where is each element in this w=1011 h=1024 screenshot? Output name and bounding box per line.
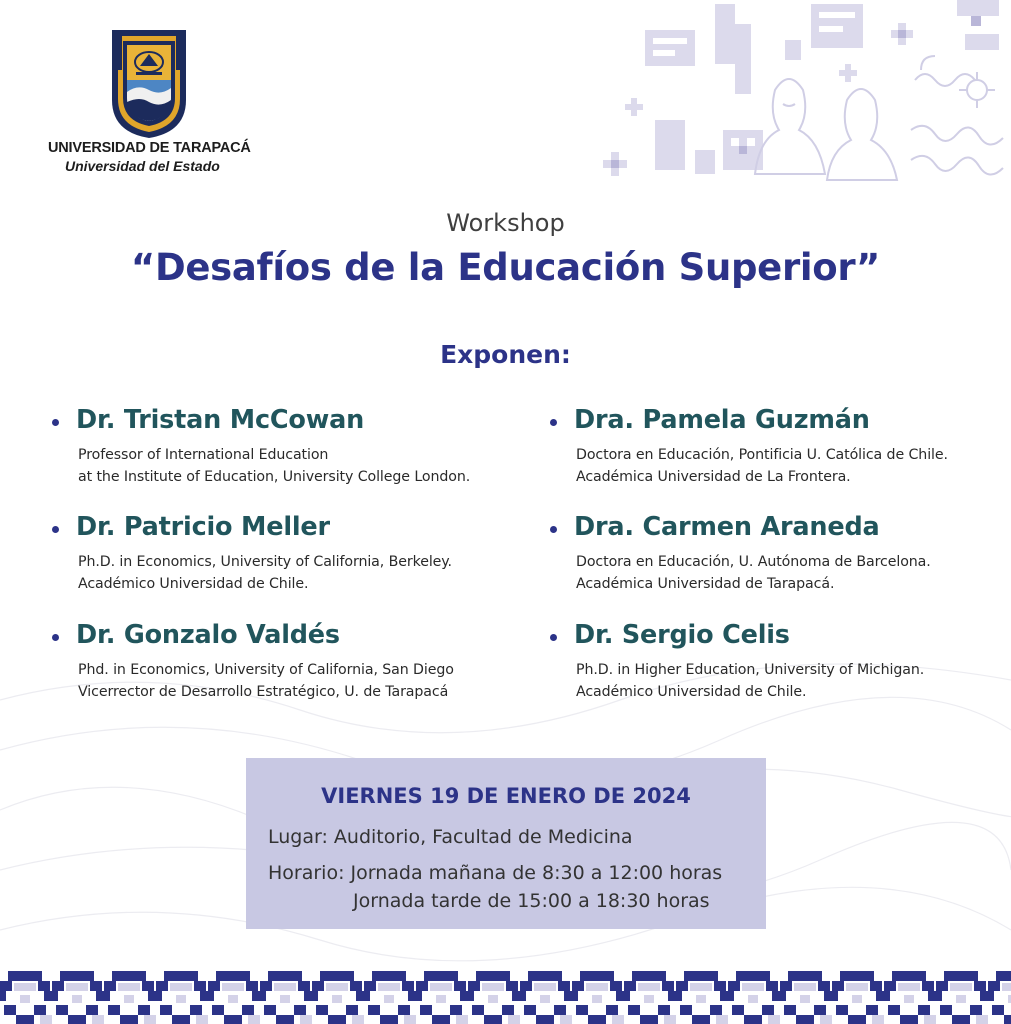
border-pattern-block: [212, 1005, 224, 1015]
border-pattern-block: [14, 983, 36, 991]
border-pattern-block: [432, 1015, 450, 1024]
border-pattern-block: [298, 981, 310, 991]
border-pattern-block: [456, 1015, 468, 1024]
border-pattern-block: [742, 983, 764, 991]
border-pattern-block: [976, 1015, 988, 1024]
border-pattern-block: [20, 995, 30, 1003]
border-pattern-block: [222, 983, 244, 991]
border-pattern-block: [658, 1005, 670, 1015]
border-pattern-block: [690, 983, 712, 991]
border-pattern-block: [460, 991, 472, 1001]
border-pattern-block: [692, 1015, 710, 1024]
border-pattern-block: [952, 1015, 970, 1024]
border-pattern-block: [356, 991, 368, 1001]
event-title: “Desafíos de la Educación Superior”: [130, 246, 881, 289]
event-date: VIERNES 19 DE ENERO DE 2024: [321, 784, 691, 808]
border-pattern-block: [350, 981, 362, 991]
border-pattern-block: [558, 981, 570, 991]
border-pattern-block: [92, 1015, 104, 1024]
bullet-icon: [550, 634, 557, 641]
border-pattern-block: [38, 981, 50, 991]
border-pattern-block: [454, 981, 466, 991]
border-pattern-block: [502, 1005, 514, 1015]
border-pattern-block: [108, 1005, 120, 1015]
border-pattern-block: [852, 995, 862, 1003]
border-pattern-block: [898, 983, 920, 991]
border-pattern-block: [194, 981, 206, 991]
border-pattern-block: [60, 971, 94, 981]
border-pattern-block: [252, 991, 264, 1001]
border-pattern-block: [164, 971, 198, 981]
border-pattern-block: [940, 1005, 952, 1015]
border-pattern-block: [408, 991, 420, 1001]
border-pattern-block: [172, 1015, 190, 1024]
border-pattern-block: [44, 991, 56, 1001]
speaker-credential: Phd. in Economics, University of California, San Diego: [78, 662, 454, 678]
bullet-icon: [550, 419, 557, 426]
border-pattern-block: [918, 1005, 930, 1015]
border-pattern-block: [710, 1005, 722, 1015]
border-pattern-block: [662, 981, 674, 991]
event-place: Lugar: Auditorio, Facultad de Medicina: [268, 826, 633, 848]
border-pattern-block: [0, 981, 12, 991]
border-pattern-block: [176, 995, 186, 1003]
border-pattern-block: [606, 1005, 618, 1015]
border-pattern-block: [554, 1005, 566, 1015]
border-pattern-block: [592, 995, 602, 1003]
border-pattern-block: [40, 1015, 52, 1024]
border-pattern-block: [714, 981, 726, 991]
border-pattern-block: [520, 981, 532, 991]
border-pattern-block: [580, 971, 614, 981]
border-pattern-block: [378, 983, 400, 991]
border-pattern-block: [398, 1005, 410, 1015]
speaker-credential: Professor of International Education: [78, 447, 329, 463]
border-pattern-block: [148, 991, 160, 1001]
border-pattern-block: [996, 971, 1011, 981]
border-pattern-block: [640, 1015, 658, 1024]
border-pattern-block: [846, 983, 868, 991]
border-pattern-block: [980, 991, 992, 1001]
border-pattern-block: [684, 971, 718, 981]
border-pattern-block: [420, 1005, 432, 1015]
border-pattern-block: [1002, 983, 1011, 991]
border-pattern-block: [274, 983, 296, 991]
border-pattern-block: [576, 1005, 588, 1015]
event-type: Workshop: [446, 209, 565, 237]
border-pattern-block: [768, 1015, 780, 1024]
bullet-icon: [550, 526, 557, 533]
border-pattern-block: [534, 983, 556, 991]
university-name: UNIVERSIDAD DE TARAPACÁ: [48, 140, 251, 156]
border-pattern-block: [468, 981, 480, 991]
border-pattern-block: [72, 995, 82, 1003]
border-pattern-block: [900, 1015, 918, 1024]
border-pattern-block: [8, 971, 42, 981]
border-pattern-block: [402, 981, 414, 991]
speaker-name: Dr. Gonzalo Valdés: [76, 620, 340, 650]
border-pattern-block: [160, 1005, 172, 1015]
border-pattern-block: [268, 971, 302, 981]
border-pattern-block: [814, 1005, 826, 1015]
border-pattern-block: [950, 983, 972, 991]
speaker-affiliation: at the Institute of Education, University College London.: [78, 469, 471, 485]
border-pattern-block: [970, 1005, 982, 1015]
border-pattern-block: [242, 1005, 254, 1015]
border-pattern-block: [832, 981, 844, 991]
border-pattern-block: [52, 981, 64, 991]
border-pattern-block: [720, 991, 732, 1001]
border-pattern-block: [506, 981, 518, 991]
border-pattern-block: [788, 971, 822, 981]
border-pattern-block: [280, 995, 290, 1003]
decorative-pattern-icon: [585, 0, 1011, 185]
border-pattern-block: [664, 1015, 676, 1024]
border-pattern-block: [736, 971, 770, 981]
border-pattern-block: [16, 1015, 34, 1024]
border-pattern-block: [610, 981, 622, 991]
border-pattern-block: [368, 1005, 380, 1015]
border-pattern-block: [484, 1015, 502, 1024]
border-pattern-block: [644, 995, 654, 1003]
border-pattern-block: [216, 971, 250, 981]
border-pattern-block: [904, 995, 914, 1003]
border-pattern-block: [784, 1005, 796, 1015]
border-pattern-block: [884, 981, 896, 991]
border-pattern-block: [430, 983, 452, 991]
speaker-affiliation: Académica Universidad de La Frontera.: [576, 469, 851, 485]
speaker-name: Dr. Patricio Meller: [76, 512, 330, 542]
border-pattern-block: [748, 995, 758, 1003]
border-pattern-block: [170, 983, 192, 991]
border-pattern-block: [120, 1015, 138, 1024]
speaker-name: Dr. Sergio Celis: [574, 620, 790, 650]
border-pattern-block: [4, 1005, 16, 1015]
speaker-affiliation: Académico Universidad de Chile.: [576, 684, 807, 700]
border-pattern-block: [450, 1005, 462, 1015]
speaker-credential: Ph.D. in Economics, University of California, Berkeley.: [78, 554, 452, 570]
border-pattern-block: [564, 991, 576, 1001]
border-pattern-block: [196, 1015, 208, 1024]
border-pattern-block: [248, 1015, 260, 1024]
border-pattern-block: [142, 981, 154, 991]
border-pattern-block: [848, 1015, 866, 1024]
border-pattern-block: [840, 971, 874, 981]
border-pattern-block: [676, 981, 688, 991]
speaker-credential: Doctora en Educación, U. Autónoma de Barcelona.: [576, 554, 931, 570]
border-pattern-block: [416, 981, 428, 991]
border-pattern-block: [716, 1015, 728, 1024]
border-pattern-block: [628, 1005, 640, 1015]
border-pattern-block: [90, 981, 102, 991]
border-pattern-block: [818, 981, 830, 991]
border-pattern-block: [766, 981, 778, 991]
university-logo: [48, 28, 253, 178]
border-pattern-block: [476, 971, 510, 981]
border-pattern-block: [696, 995, 706, 1003]
border-pattern-block: [866, 1005, 878, 1015]
border-pattern-block: [624, 981, 636, 991]
border-pattern-block: [482, 983, 504, 991]
border-pattern-block: [586, 983, 608, 991]
border-pattern-block: [436, 995, 446, 1003]
border-pattern-block: [276, 1015, 294, 1024]
university-shield-icon: [110, 28, 188, 140]
border-pattern-block: [528, 971, 562, 981]
border-pattern-block: [96, 991, 108, 1001]
border-pattern-block: [508, 1015, 520, 1024]
border-pattern-block: [680, 1005, 692, 1015]
border-pattern-block: [780, 981, 792, 991]
border-pattern-block: [924, 1015, 936, 1024]
border-pattern-block: [638, 983, 660, 991]
border-pattern-block: [892, 971, 926, 981]
border-pattern-block: [352, 1015, 364, 1024]
border-pattern-block: [144, 1015, 156, 1024]
border-pattern-block: [796, 1015, 814, 1024]
border-pattern-block: [260, 981, 272, 991]
border-pattern-block: [118, 983, 140, 991]
border-pattern-block: [870, 981, 882, 991]
border-pattern-block: [472, 1005, 484, 1015]
border-pattern-block: [762, 1005, 774, 1015]
border-pattern-block: [572, 981, 584, 991]
andean-border-pattern: [0, 965, 1011, 1024]
border-pattern-block: [974, 981, 986, 991]
border-pattern-block: [876, 991, 888, 1001]
border-pattern-block: [772, 991, 784, 1001]
speaker-name: Dr. Tristan McCowan: [76, 405, 365, 435]
speaker-name: Dra. Pamela Guzmán: [574, 405, 870, 435]
bullet-icon: [52, 526, 59, 533]
border-pattern-block: [312, 981, 324, 991]
border-pattern-block: [404, 1015, 416, 1024]
border-pattern-block: [320, 971, 354, 981]
border-pattern-block: [326, 983, 348, 991]
event-details-box: [246, 758, 766, 929]
border-pattern-block: [346, 1005, 358, 1015]
border-pattern-block: [294, 1005, 306, 1015]
border-pattern-block: [384, 995, 394, 1003]
border-pattern-block: [112, 971, 146, 981]
speaker-credential: Ph.D. in Higher Education, University of Michigan.: [576, 662, 925, 678]
border-pattern-block: [380, 1015, 398, 1024]
border-pattern-block: [512, 991, 524, 1001]
border-pattern-block: [956, 995, 966, 1003]
border-pattern-block: [488, 995, 498, 1003]
border-pattern-block: [316, 1005, 328, 1015]
border-pattern-block: [872, 1015, 884, 1024]
border-pattern-block: [922, 981, 934, 991]
border-pattern-block: [224, 1015, 242, 1024]
speaker-affiliation: Académico Universidad de Chile.: [78, 576, 309, 592]
border-pattern-block: [524, 1005, 536, 1015]
border-pattern-block: [246, 981, 258, 991]
border-pattern-block: [800, 995, 810, 1003]
border-pattern-block: [200, 991, 212, 1001]
border-pattern-block: [732, 1005, 744, 1015]
speakers-heading: Exponen:: [440, 340, 571, 369]
border-pattern-block: [304, 991, 316, 1001]
border-pattern-block: [944, 971, 978, 981]
border-pattern-block: [612, 1015, 624, 1024]
speaker-affiliation: Académica Universidad de Tarapacá.: [576, 576, 835, 592]
border-pattern-block: [668, 991, 680, 1001]
border-pattern-block: [104, 981, 116, 991]
border-pattern-block: [560, 1015, 572, 1024]
border-pattern-block: [86, 1005, 98, 1015]
bullet-icon: [52, 419, 59, 426]
border-pattern-block: [794, 983, 816, 991]
speaker-name: Dra. Carmen Araneda: [574, 512, 880, 542]
border-pattern-block: [66, 983, 88, 991]
border-pattern-block: [264, 1005, 276, 1015]
border-pattern-block: [156, 981, 168, 991]
border-pattern-block: [936, 981, 948, 991]
border-pattern-block: [616, 991, 628, 1001]
border-pattern-block: [540, 995, 550, 1003]
border-pattern-block: [364, 981, 376, 991]
border-pattern-block: [68, 1015, 86, 1024]
border-pattern-block: [190, 1005, 202, 1015]
border-pattern-block: [824, 991, 836, 1001]
border-pattern-block: [1004, 1015, 1011, 1024]
border-pattern-block: [928, 991, 940, 1001]
border-pattern-block: [820, 1015, 832, 1024]
border-pattern-block: [888, 1005, 900, 1015]
border-pattern-block: [588, 1015, 606, 1024]
border-pattern-block: [228, 995, 238, 1003]
event-schedule-afternoon: Jornada tarde de 15:00 a 18:30 horas: [353, 890, 710, 912]
border-pattern-block: [632, 971, 666, 981]
border-pattern-block: [0, 991, 4, 1001]
border-pattern-block: [992, 1005, 1004, 1015]
speaker-affiliation: Vicerrector de Desarrollo Estratégico, U. de Tarapacá: [78, 684, 449, 700]
event-schedule-morning: Horario: Jornada mañana de 8:30 a 12:00 horas: [268, 862, 723, 884]
border-pattern-block: [332, 995, 342, 1003]
border-pattern-block: [124, 995, 134, 1003]
border-pattern-block: [300, 1015, 312, 1024]
university-subtitle: Universidad del Estado: [65, 158, 220, 174]
border-pattern-block: [372, 971, 406, 981]
border-pattern-block: [728, 981, 740, 991]
border-pattern-block: [328, 1015, 346, 1024]
border-pattern-block: [56, 1005, 68, 1015]
border-pattern-block: [536, 1015, 554, 1024]
border-pattern-block: [34, 1005, 46, 1015]
speaker-credential: Doctora en Educación, Pontificia U. Católica de Chile.: [576, 447, 948, 463]
border-pattern-block: [138, 1005, 150, 1015]
border-pattern-block: [424, 971, 458, 981]
border-pattern-block: [208, 981, 220, 991]
border-pattern-block: [836, 1005, 848, 1015]
border-pattern-block: [988, 981, 1000, 991]
border-pattern-block: [744, 1015, 762, 1024]
bullet-icon: [52, 634, 59, 641]
